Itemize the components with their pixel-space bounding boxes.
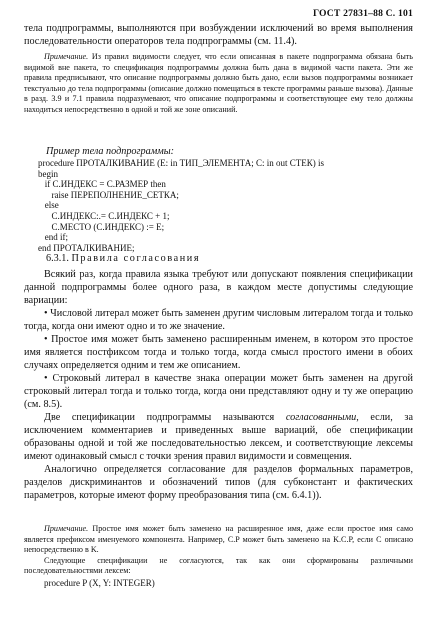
note-label: Примечание. [44,52,89,61]
paragraph-text: Аналогично определяется согласование для разделов формальных параметров, разделов дискриминантов и обозначений типов (для субконстант и фактических параметров, которые имеют форму преобразования типа (см. 6.4.1)). [24,464,413,501]
page-header: ГОСТ 27831–88 С. 101 [312,8,413,19]
bullet-numeric-literal: • Числовой литерал может быть заменен другим числовым литералом тогда и только тогда, когда они имеют одно и то же значение. [24,308,413,332]
section-title: Правила согласования [71,253,201,264]
code-line: begin [38,168,58,179]
paragraph-conformance: Две спецификации подпрограммы называются согласованными, если, за исключением комментариев и приведенных выше вариаций, обе спецификации образованы одной и той же последовательностью лексем, и соответствующие лексемы имеют одинаковый смысл с точки зрения правил видимости и совмещения. [24,412,413,462]
note-visibility [24,52,413,115]
paragraph-text: Всякий раз, когда правила языка требуют или допускают появления спецификации данной подпрограммы более одного раза, в каждом месте допустимы следующие вариации: [24,269,413,306]
note-body: Простое имя может быть заменено на расширенное имя, даже если простое имя само является префиксом именуемого компонента. Например, C.P может быть заменено на K.C.P, если С описано непосредственно в K. [24,524,413,554]
code-example [24,145,413,253]
code-line: end ПРОТАЛКИВАНИЕ; [38,242,135,253]
section-heading [24,252,413,265]
term-conformant: согласованными [285,412,357,423]
section-number: 6.3.1. [46,253,69,264]
code-line: end if; [38,232,68,243]
paragraph-text: тела подпрограммы, выполняются при возбуждении исключений во время выполнения последовательности операторов тела подпрограммы (см. 11.4). [24,23,413,47]
code-line: procedure ПРОТАЛКИВАНИЕ (E: in ТИП_ЭЛЕМЕНТА; C: in out СТЕК) is [38,158,324,168]
code-line: C.ИНДЕКС:.= C.ИНДЕКС + 1; [38,210,170,221]
main-body [24,268,413,502]
code-line: if C.ИНДЕКС = C.РАЗМЕР then [38,179,166,190]
code-line: procedure P (X, Y: INTEGER) [44,577,155,588]
note-text [24,52,413,115]
code-line: C.МЕСТО (C.ИНДЕКС) := E; [38,221,165,232]
bullet-simple-name: • Простое имя может быть заменено расширенным именем, в котором это простое имя является постфиксом тогда и только тогда, когда смысл простого имени в обоих случаях определяется одним и тем же описанием. [24,334,413,371]
example-title: Пример тела подпрограммы: [46,146,174,157]
code-line: else [38,200,59,211]
code-line: raise ПЕРЕПОЛНЕНИЕ_СЕТКА; [38,189,179,200]
code-block [24,158,413,253]
note-extended-name [24,524,413,588]
note-label: Примечание. [44,524,89,533]
note-body: Из правил видимости следует, что если описанная в пакете подпрограмма обязана быть видимой вне пакета, то спецификация подпрограммы должна быть дана в видимой части пакета. Эти же правила предписывают, что описание подпрограммы должно быть дано, если вызов подпрограммы возникает текстуально до тела подпрограммы (описание должно помещаться в тексте программы раньше вызова). Данные в разд. 3.9 и 7.1 правила подразумевают, что описание подпрограммы и соответствующее ему тело должны находиться непосредственно в одной и той же зоне описаний. [24,52,413,114]
bullet-string-literal: • Строковый литерал в качестве знака операции может быть заменен на другой строковый литерал тогда и только тогда, когда они представляют одну и ту же операцию (см. 8.5). [24,373,413,410]
intro-paragraph [24,22,413,48]
note-text: Следующие спецификации не согласуются, так как они сформированы различными последовательностями лексем: [24,555,413,575]
